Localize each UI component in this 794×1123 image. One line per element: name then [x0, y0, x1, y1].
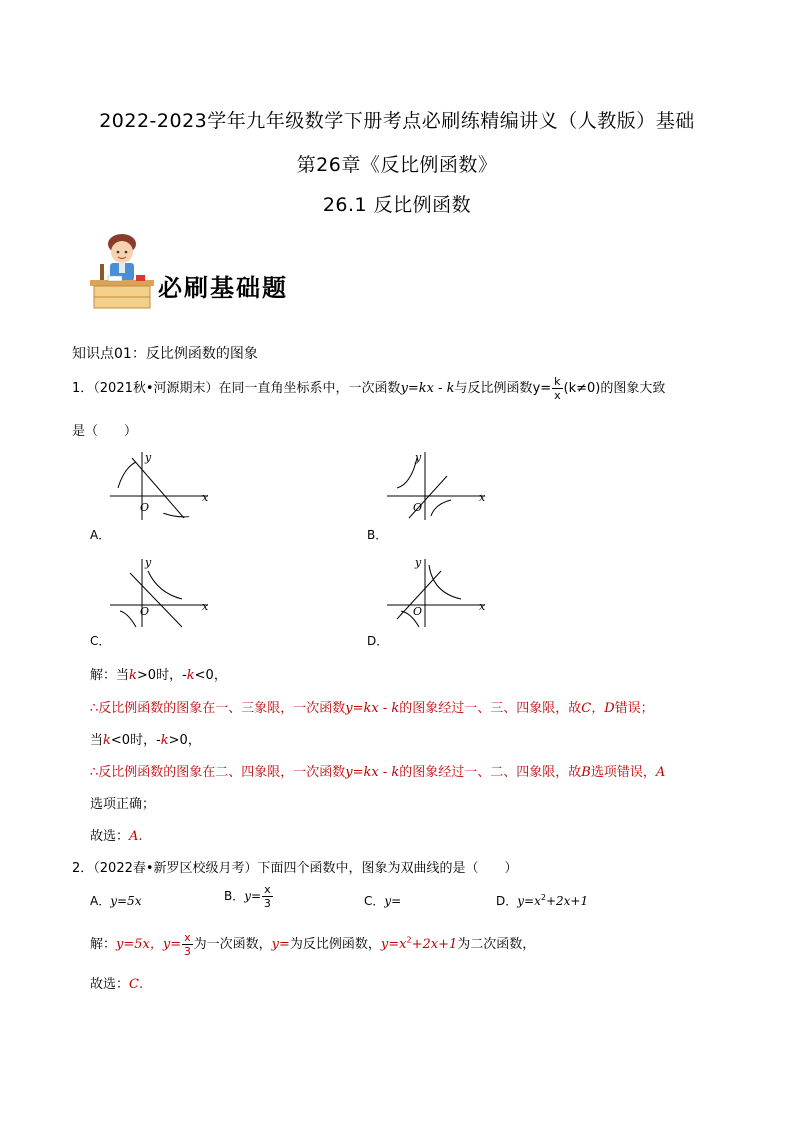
q2-option-b[interactable]: B．y= $\frac{x}{3}$ — [224, 883, 271, 910]
q1-stem-line1: 1．（2021秋•河源期末）在同一直角坐标系中，一次函数y=kx - k与反比例函数y= $\frac{k}{x}$ (k≠0)的图象大致 — [72, 375, 666, 402]
section-title: 26.1 反比例函数 — [322, 194, 472, 216]
banner-title: 必刷基础题 — [158, 273, 288, 302]
doc-title: 2022-2023学年九年级数学下册考点必刷练精编讲义（人教版）基础 — [99, 110, 695, 132]
q1-graph-a — [108, 448, 218, 527]
q1-solution-line3: 当k<0时，-k>0， — [90, 733, 201, 748]
x-axis-label: x — [202, 491, 209, 504]
q2-stem: 2．（2022春•新罗区校级月考）下面四个函数中，图象为双曲线的是（ ） — [72, 861, 518, 876]
origin-label: O — [140, 501, 150, 514]
x-axis-label: x — [479, 600, 486, 613]
q1-solution-line2: ∴反比例函数的图象在一、三象限，一次函数y=kx - k的图象经过一、三、四象限，故C，D错误； — [90, 701, 654, 716]
q1-graph-d — [385, 555, 495, 634]
q1-option-d[interactable]: D． — [367, 634, 389, 648]
origin-label: O — [413, 501, 423, 514]
q1-solution-line5: 选项正确； — [90, 797, 156, 812]
y-axis-label: y — [145, 451, 152, 464]
q1-inverse-fraction: $\frac{k}{x}$ — [554, 375, 561, 402]
q1-graph-b — [385, 448, 495, 527]
q1-option-c[interactable]: C． — [90, 634, 111, 648]
q2-solution-line2: 故选：C. — [90, 977, 144, 992]
teacher-illustration — [86, 230, 166, 312]
q1-option-a[interactable]: A． — [90, 528, 111, 542]
knowledge-point-title: 知识点01：反比例函数的图象 — [72, 346, 258, 362]
q2-option-d[interactable]: D．$y=x^2+2x+1$ — [496, 893, 589, 908]
q1-option-b[interactable]: B． — [367, 528, 388, 542]
q1-stem-line2: 是（ ） — [72, 424, 138, 439]
q1-solution-line6: 故选：A. — [90, 829, 143, 844]
y-axis-label: y — [415, 451, 422, 464]
chapter-title: 第26章《反比例函数》 — [296, 154, 498, 176]
q1-graph-c — [108, 555, 218, 634]
q1-solution-line4: ∴反比例函数的图象在二、四象限，一次函数y=kx - k的图象经过一、二、四象限，故B选项错误，A — [90, 765, 666, 780]
q2-option-a[interactable]: A．y=5x — [90, 894, 142, 908]
origin-label: O — [140, 605, 150, 618]
q1-solution-line1: 解：当k>0时，-k<0， — [90, 668, 227, 683]
q2-solution-line1: 解：y=5x，y= $\frac{x}{3}$ 为一次函数，y=为反比例函数，$y=x^2+2x+1$为二次函数， — [90, 931, 536, 958]
x-axis-label: x — [479, 491, 486, 504]
origin-label: O — [413, 605, 423, 618]
q2-option-c[interactable]: C．y= — [364, 894, 402, 908]
y-axis-label: y — [415, 556, 422, 569]
x-axis-label: x — [202, 600, 209, 613]
y-axis-label: y — [145, 556, 152, 569]
